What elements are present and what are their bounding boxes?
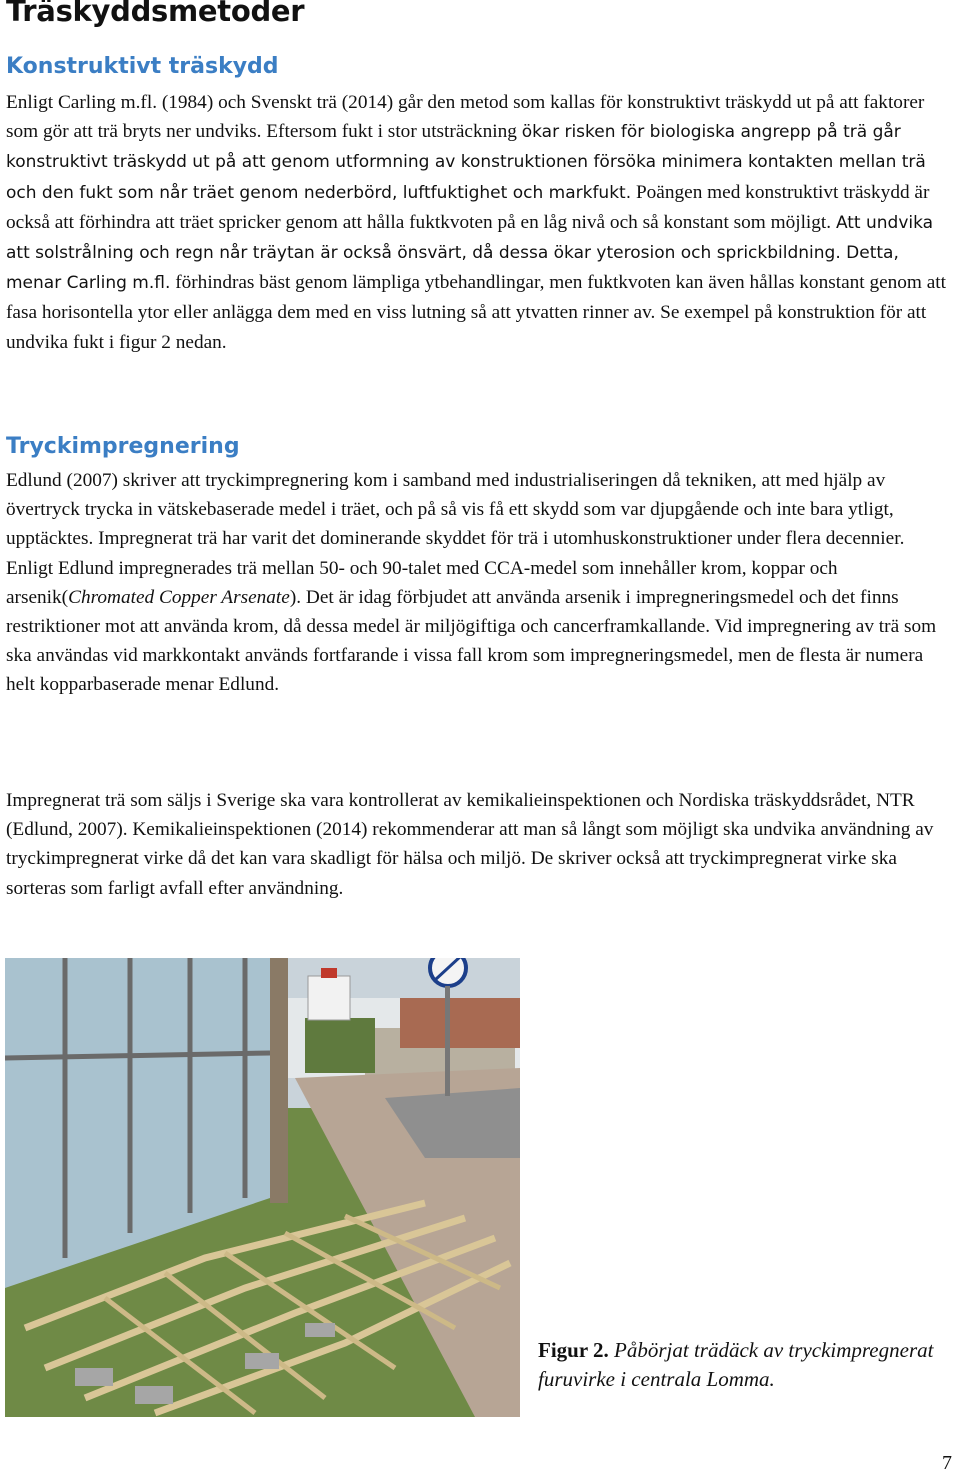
section-heading-tryckimpregnering: Tryckimpregnering xyxy=(6,434,240,459)
paragraph-segment: ökar risken för biologiska angrepp på trä går konstruktivt träskydd ut på att genom utformning av konstruktionen försöka minimera kontakten mellan trä och den fukt som når träet genom nederbörd, luftfuktighet och markfukt. xyxy=(6,122,926,203)
paragraph-segment: Poängen med konstruktivt träskydd är också att förhindra att träet spricker genom att hålla fuktkvoten på en låg nivå och så konstant som möjligt. xyxy=(6,181,930,233)
figure-caption-text: Påbörjat trädäck av tryckimpregnerat furuvirke i centrala Lomma. xyxy=(538,1338,934,1391)
page-number: 7 xyxy=(942,1452,952,1474)
italic-term: Chromated Copper Arsenate xyxy=(68,586,290,608)
page-title: Träskyddsmetoder xyxy=(6,0,305,28)
paragraph-segment: Att undvika att solstrålning och regn når träytan är också önsvärt, då dessa ökar yterosion och sprickbildning. Detta, menar Carling m.fl. xyxy=(6,212,934,294)
paragraph-segment: Edlund (2007) skriver att tryckimpregnering kom i samband med industrialiseringen då tekniken, att med hjälp av övertryck trycka in vätskebaserade medel i träet, och på så vis få ett skydd som var djupgående och inte bara ytligt, upptäcktes. Impregnerat trä har varit det dominerande skyddet för trä i utomhuskonstruktioner under flera decennier. Enligt Edlund impregnerades trä mellan 50- och 90-talet med CCA-medel som innehåller krom, koppar och arsenik( xyxy=(6,470,905,608)
paragraph-tryckimpregnering-1 xyxy=(6,466,956,700)
paragraph-segment: Enligt Carling m.fl. (1984) och Svenskt trä (2014) går den metod som kallas för konstruktivt träskydd ut på att faktorer som gör att trä bryts ner undviks. Eftersom fukt i stor utsträckning xyxy=(6,92,925,143)
paragraph-segment: ). Det är idag förbjudet att använda arsenik i impregneringsmedel och det finns restriktioner mot att använda krom, då dessa medel är miljögiftiga och cancerframkallande. Vid impregnering av trä som ska användas vid markkontakt används fortfarande i vissa fall krom som impregneringsmedel, men de flesta är numera helt kopparbaserade menar Edlund. xyxy=(6,586,937,696)
paragraph-segment: förhindras bäst genom lämpliga ytbehandlingar, men fuktkvoten kan även hållas konstant genom att fasa horisontella ytor eller anlägga dem med en viss lutning så att ytvatten rinner av. Se exempel på konstruktion för att undvika fukt i figur 2 nedan. xyxy=(6,272,947,353)
paragraph-tryckimpregnering-2: Impregnerat trä som säljs i Sverige ska vara kontrollerat av kemikalieinspektionen och Nordiska träskyddsrådet, NTR (Edlund, 2007). Kemikalieinspektionen (2014) rekommenderar att man så långt som möjligt ska undvika användning av tryckimpregnerat virke då det kan vara skadligt för hälsa och miljö. De skriver också att tryckimpregnerat virke ska sorteras som farligt avfall efter användning. xyxy=(6,790,934,899)
section-heading-konstruktivt: Konstruktivt träskydd xyxy=(6,54,279,79)
paragraph-konstruktivt xyxy=(6,88,956,357)
figure-photo-wooden-deck xyxy=(5,958,520,1417)
figure-label: Figur 2. xyxy=(538,1338,609,1362)
figure-caption xyxy=(538,1336,938,1394)
